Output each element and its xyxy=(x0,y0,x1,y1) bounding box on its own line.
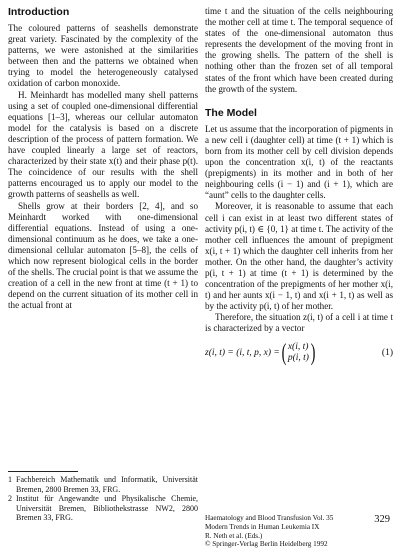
model-heading: The Model xyxy=(205,106,257,119)
introduction-heading: Introduction xyxy=(8,6,70,18)
intro-paragraph-3: Shells grow at their borders [2, 4], and so Meinhardt worked with one-dimensional differential equations. Instead of using a one-dimensional continuum as he does, we take a one-dimensional cellular automaton [5–8], the cells of which now represent biological cells in the border of the shells. The crucial point is that we assume the creation of a cell in the new front at time (t + 1) to depend on the current situation of its mother cell in the actual front at xyxy=(8,200,198,311)
intro-paragraph-1: The coloured patterns of seashells demonstrate great variety. Fascinated by the complexity of the patterns, we were astonished at the similarities between then and the patterns we obtained when trying to model the heterogeneously catalysed oxidation of carbon monoxide. xyxy=(8,23,198,89)
model-paragraph-2: Moreover, it is reasonable to assume that each cell i can exist in at least two different states of activity p(i, t) ∈ {0, 1} at time t. The activity of the mother cell influences the amount of prepigment x(i, t + 1) which the daughter cell inherits from her mother. On the other hand, the daughter’s activity p(i, t + 1) at time (t + 1) is determined by the concentration of the prepigments of her mother x(i, t) and her aunts x(i − 1, t) and x(i + 1, t) as well as by the activity p(i, t) of her mother. xyxy=(205,201,393,312)
equation-number: (1) xyxy=(381,347,393,358)
equation-lhs: z(i, t) = (i, t, p, x) = xyxy=(205,347,280,358)
footnote-2 xyxy=(8,494,198,523)
footnotes xyxy=(8,471,198,523)
journal-line-4: © Springer-Verlag Berlin Heidelberg 1992 xyxy=(205,540,328,549)
journal-info xyxy=(205,514,345,549)
footnote-rule xyxy=(8,471,78,472)
equation-1 xyxy=(205,341,393,365)
footnote-1-number: 1 xyxy=(8,475,12,484)
footnote-1-text: Fachbereich Mathematik und Informatik, Universität Bremen, 2800 Bremen 33, FRG. xyxy=(16,475,198,494)
equation-vector-top: x(i, t) xyxy=(287,341,309,352)
journal-line-3: R. Neth et al. (Eds.) xyxy=(205,531,263,540)
journal-line-1: Haematology and Blood Transfusion Vol. 35 xyxy=(205,514,334,522)
journal-line-2: Modern Trends in Human Leukemia IX xyxy=(205,522,320,531)
model-paragraph-3: Therefore, the situation z(i, t) of a cell i at time t is characterized by a vector xyxy=(205,312,393,334)
model-paragraph-1: Let us assume that the incorporation of pigments in a new cell i (daughter cell) at time (t + 1) which is born from its mother cell by cell division depends upon the concentration x(i, t) of the reactants (prepigments) in its mother and in both of her neighbouring cells (i − 1) and (i + 1), which are “aunt” cells to the daughter cells. xyxy=(205,123,393,201)
footnote-2-number: 2 xyxy=(8,494,12,504)
footnote-1 xyxy=(8,475,198,494)
footnote-2-text: Institut für Angewandte und Physikalische Chemie, Universität Bremen, Bibliothekstrasse NW2, 2800 Bremen 33, FRG. xyxy=(16,494,198,523)
equation-vector: ( x(i, t) p(i, t) ) xyxy=(281,339,316,366)
equation-vector-bottom: p(i, t) xyxy=(287,352,309,363)
continued-paragraph: time t and the situation of the cells neighbouring the mother cell at time t. The temporal sequence of states of the one-dimensional automaton thus represents the development of the moving front in the growing shells. The pattern of the shell is nothing other than the frozen set of all temporal states of the front which have been created during the growth of the system. xyxy=(205,6,393,94)
left-column xyxy=(8,6,198,311)
page-number: 329 xyxy=(374,514,390,525)
intro-paragraph-2: H. Meinhardt has modelled many shell patterns using a set of coupled one-dimensional differential equations [1–3], whereas our cellular automaton model for the catalysis is based on a discrete description of the process of pattern formation. We have coupled linearly a large set of reactors, characterized by their state x(t) and their phase p(t). The coincidence of our results with the shell patterns encouraged us to apply our model to the growth patterns of seashells as well. xyxy=(8,89,198,200)
right-column xyxy=(205,6,393,365)
